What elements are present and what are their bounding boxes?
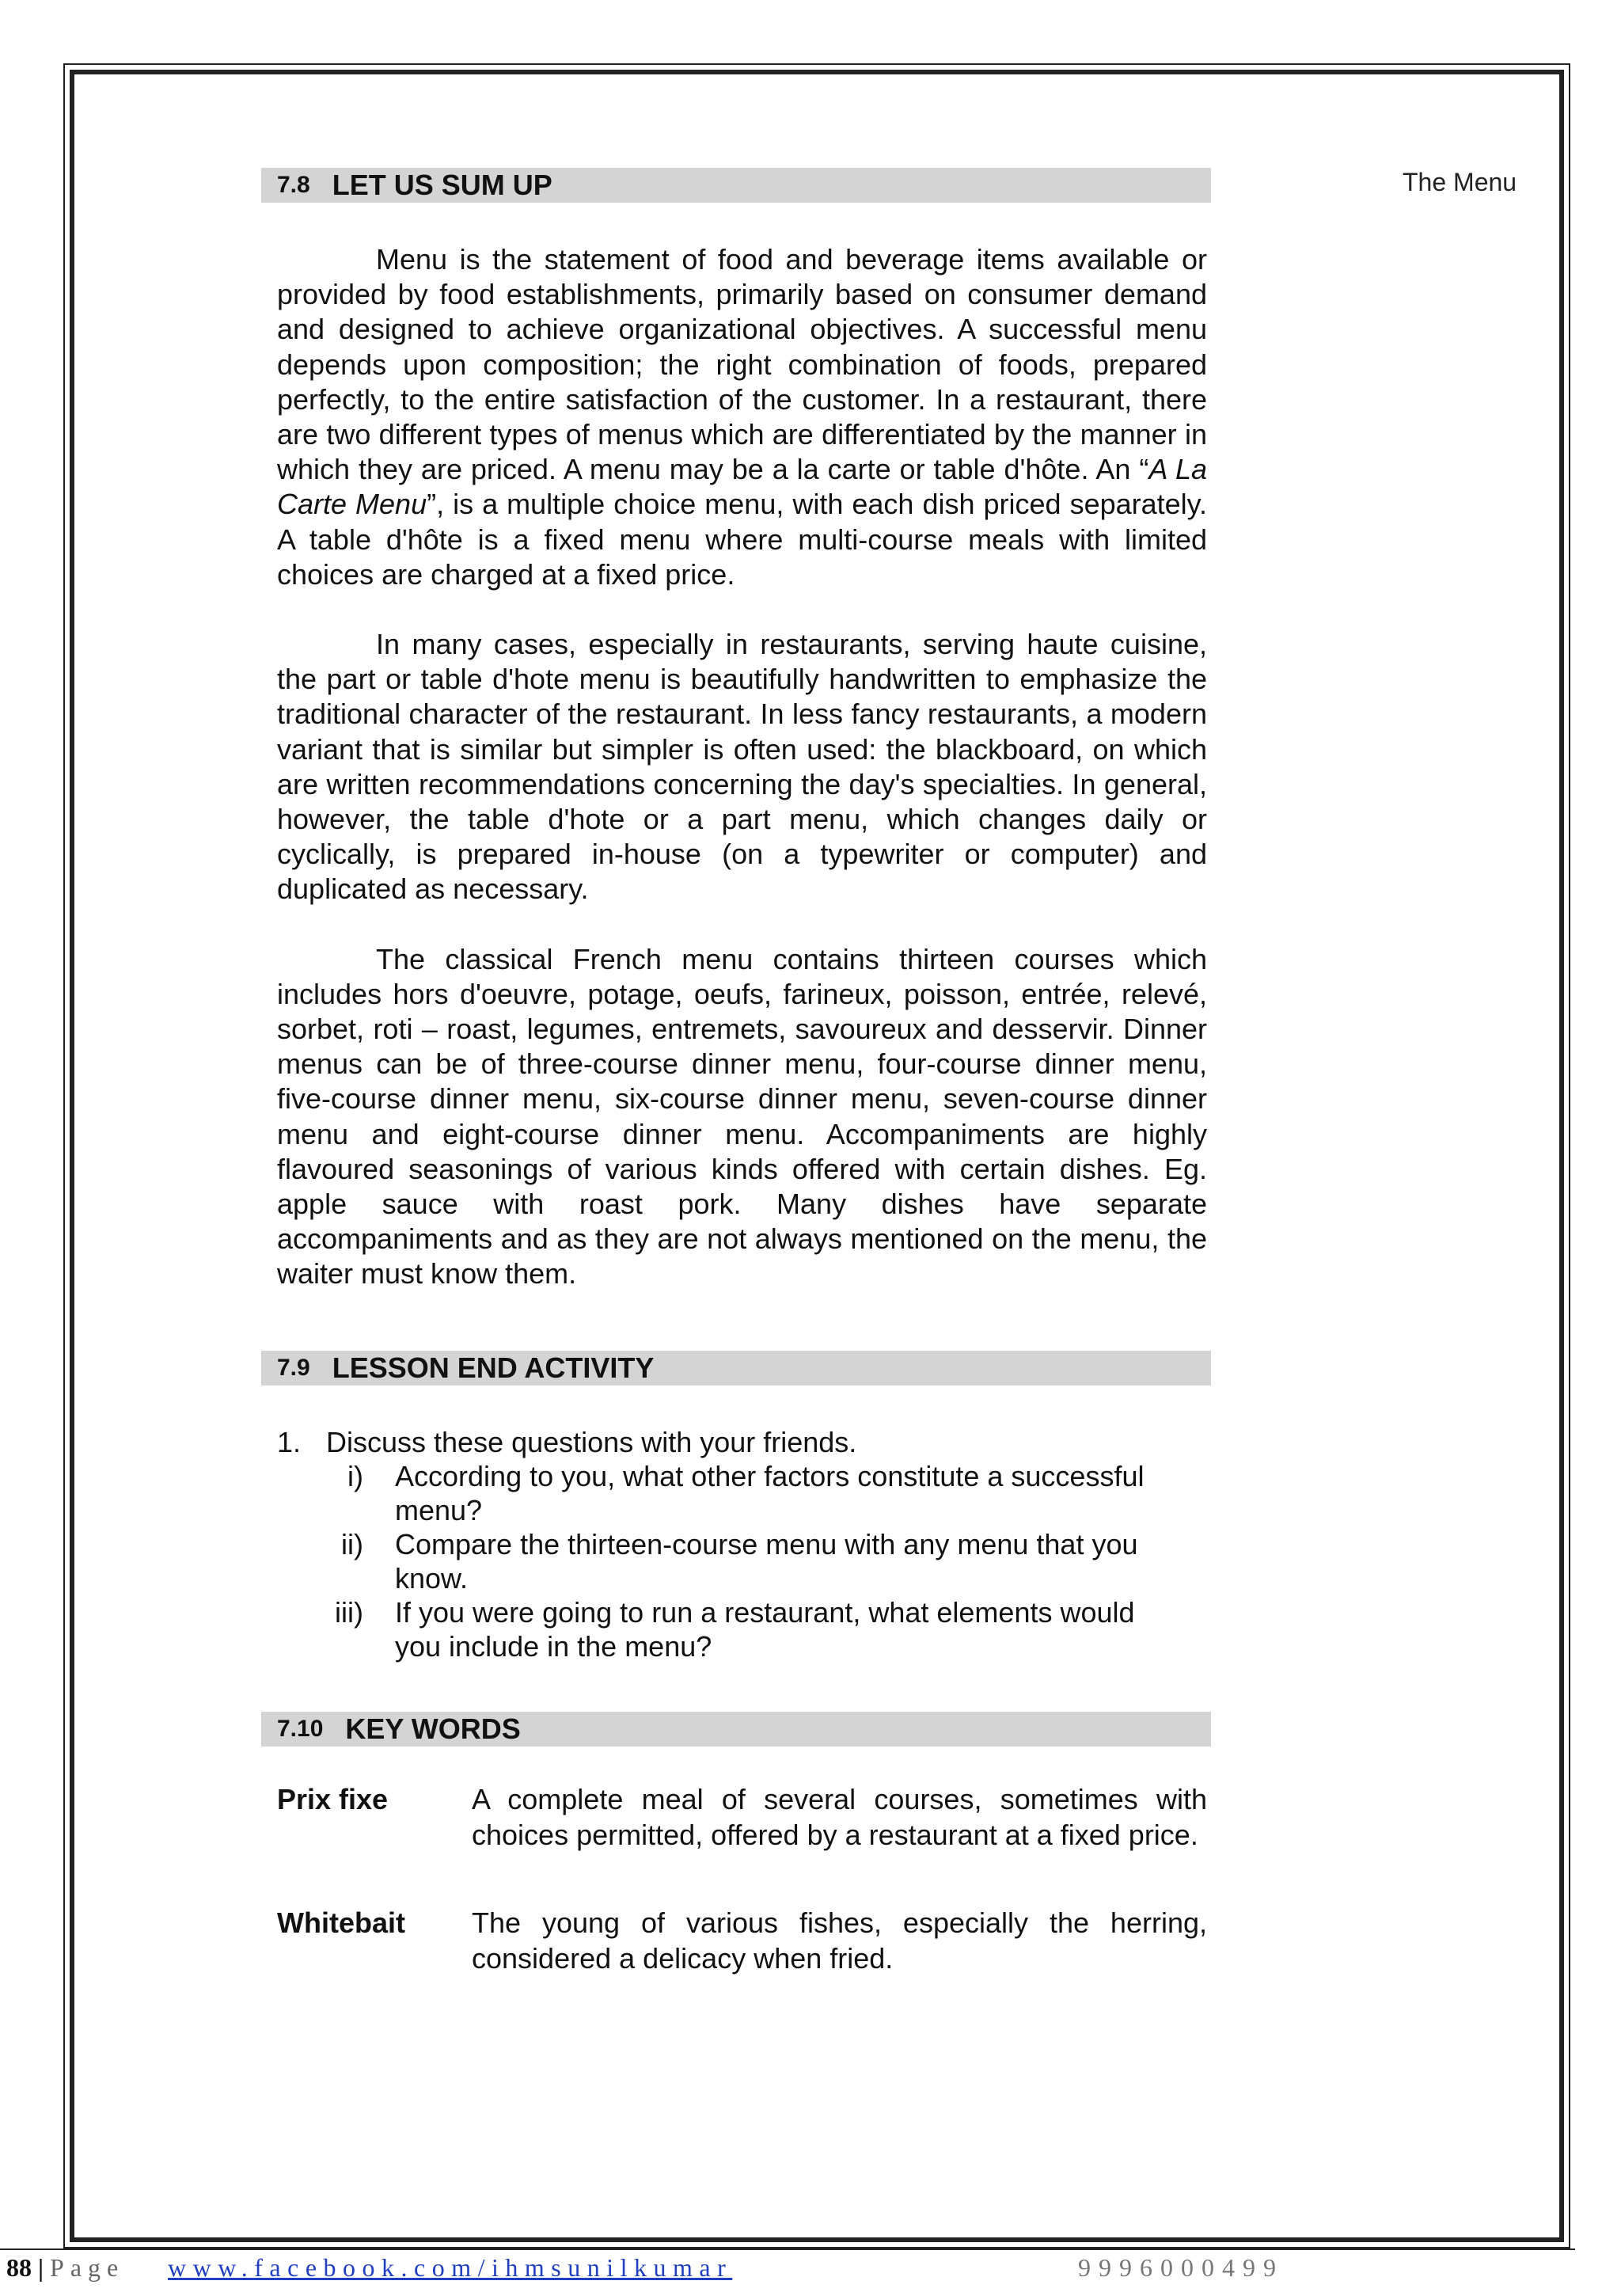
keyword-term: Prix fixe	[277, 1783, 389, 1815]
section-number: 7.9	[277, 1355, 310, 1381]
page-footer	[0, 2253, 1621, 2285]
page-label: Page	[50, 2253, 125, 2282]
keyword-definition: The young of various fishes, especially the herring, considered a delicacy when fried.	[472, 1906, 1207, 1975]
section-title: LET US SUM UP	[332, 169, 552, 201]
section-heading-activity	[261, 1351, 1211, 1386]
section-number: 7.8	[277, 172, 310, 198]
roman-numeral: i)	[347, 1460, 363, 1492]
paragraph-text: Menu is the statement of food and beverage items available or provided by food establishments, primarily based on consumer demand and designed to achieve organizational objectives. A successful menu depends upon composition; the right combination of foods, prepared perfectly, to the entire satisfaction of the customer. In a restaurant, there are two different types of menus which are differentiated by the manner in which they are priced. A menu may be a la carte or table d'hôte. An “	[277, 243, 1207, 486]
phone-number: 9996000499	[1078, 2253, 1284, 2282]
sum-up-body	[277, 242, 1207, 1327]
running-title: The Menu	[1403, 168, 1517, 196]
item-number: 1.	[277, 1426, 302, 1458]
list-item	[277, 1425, 1207, 1459]
activity-list	[277, 1425, 1207, 1663]
item-text: Discuss these questions with your friends.	[326, 1426, 857, 1458]
section-title: KEY WORDS	[345, 1712, 521, 1745]
section-heading-sum-up	[261, 168, 1211, 203]
section-title: LESSON END ACTIVITY	[332, 1351, 655, 1384]
paragraph	[277, 242, 1207, 592]
keyword-entry	[277, 1781, 1207, 1853]
emphasis-text: A La Carte Menu	[277, 453, 1207, 521]
question-item	[277, 1459, 1207, 1527]
roman-numeral: ii)	[341, 1528, 363, 1560]
facebook-link[interactable]: www.facebook.com/ihmsunilkumar	[168, 2253, 733, 2282]
question-text: Compare the thirteen-course menu with any menu that you know.	[395, 1528, 1138, 1595]
question-item	[277, 1595, 1207, 1663]
question-text: If you were going to run a restaurant, what elements would you include in the menu?	[395, 1596, 1135, 1663]
page-number-block	[6, 2253, 124, 2283]
section-heading-keywords	[261, 1712, 1211, 1747]
page-number: 88	[6, 2253, 32, 2282]
keyword-entry	[277, 1905, 1207, 1976]
footer-rule	[0, 2248, 1575, 2250]
section-number: 7.10	[277, 1716, 324, 1742]
question-text: According to you, what other factors constitute a successful menu?	[395, 1460, 1145, 1526]
footer-separator: |	[38, 2253, 44, 2282]
keyword-definition: A complete meal of several courses, sometimes with choices permitted, offered by a restaurant at a fixed price.	[472, 1783, 1207, 1851]
roman-numeral: iii)	[335, 1596, 363, 1629]
keyword-term: Whitebait	[277, 1906, 405, 1939]
paragraph-text: ”, is a multiple choice menu, with each dish priced separately. A table d'hôte is a fixed menu where multi-course meals with limited choices are charged at a fixed price.	[277, 488, 1208, 591]
paragraph: The classical French menu contains thirteen courses which includes hors d'oeuvre, potage, oeufs, farineux, poisson, entrée, relevé, sorbet, roti – roast, legumes, entremets, savoureux and desservir. Dinner menus can be of three-course dinner menu, four-course dinner menu, five-course dinner menu, six-course dinner menu, seven-course dinner menu and eight-course dinner menu. Accompaniments are highly flavoured seasonings of various kinds offered with certain dishes. Eg. apple sauce with roast pork. Many dishes have separate accompaniments and as they are not always mentioned on the menu, the waiter must know them.	[277, 942, 1207, 1291]
paragraph: In many cases, especially in restaurants, serving haute cuisine, the part or table d'hote menu is beautifully handwritten to emphasize the traditional character of the restaurant. In less fancy restaurants, a modern variant that is similar but simpler is often used: the blackboard, on which are written recommendations concerning the day's specialties. In general, however, the table d'hote or a part menu, which changes daily or cyclically, is prepared in-house (on a typewriter or computer) and duplicated as necessary.	[277, 628, 1207, 906]
question-item	[277, 1527, 1207, 1595]
